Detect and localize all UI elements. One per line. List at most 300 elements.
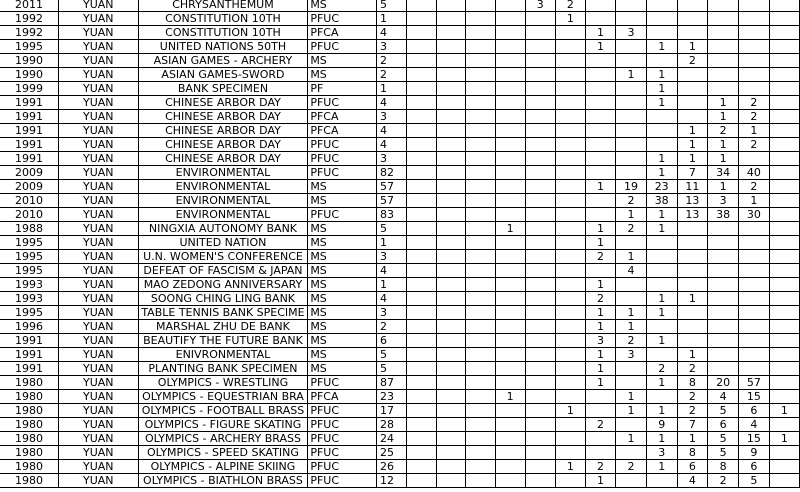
grade-count-cell[interactable]: 57 bbox=[738, 376, 769, 390]
grade-count-cell[interactable] bbox=[769, 180, 799, 194]
grade-count-cell[interactable] bbox=[436, 180, 466, 194]
grade-count-cell[interactable] bbox=[555, 376, 585, 390]
grade-count-cell[interactable] bbox=[466, 404, 496, 418]
grade-count-cell[interactable]: 1 bbox=[495, 390, 525, 404]
currency-cell[interactable]: YUAN bbox=[58, 194, 138, 208]
grade-count-cell[interactable] bbox=[555, 26, 585, 40]
quantity-cell[interactable]: 1 bbox=[376, 278, 406, 292]
grade-count-cell[interactable] bbox=[677, 320, 708, 334]
grade-count-cell[interactable] bbox=[406, 278, 436, 292]
grade-count-cell[interactable] bbox=[495, 180, 525, 194]
grade-count-cell[interactable] bbox=[466, 180, 496, 194]
grade-count-cell[interactable]: 1 bbox=[585, 320, 615, 334]
grade-count-cell[interactable] bbox=[466, 26, 496, 40]
grade-count-cell[interactable] bbox=[466, 418, 496, 432]
type-cell[interactable]: MS bbox=[308, 250, 377, 264]
grade-count-cell[interactable] bbox=[708, 250, 739, 264]
grade-count-cell[interactable] bbox=[708, 82, 739, 96]
quantity-cell[interactable]: 57 bbox=[376, 180, 406, 194]
grade-count-cell[interactable] bbox=[495, 124, 525, 138]
year-cell[interactable]: 2009 bbox=[0, 180, 58, 194]
grade-count-cell[interactable]: 20 bbox=[708, 376, 739, 390]
grade-count-cell[interactable] bbox=[406, 180, 436, 194]
grade-count-cell[interactable] bbox=[555, 40, 585, 54]
grade-count-cell[interactable] bbox=[466, 334, 496, 348]
quantity-cell[interactable]: 5 bbox=[376, 0, 406, 12]
grade-count-cell[interactable]: 1 bbox=[646, 208, 677, 222]
type-cell[interactable]: PFUC bbox=[308, 432, 377, 446]
grade-count-cell[interactable] bbox=[555, 292, 585, 306]
grade-count-cell[interactable]: 1 bbox=[677, 432, 708, 446]
table-row[interactable] bbox=[0, 40, 800, 54]
grade-count-cell[interactable] bbox=[436, 278, 466, 292]
grade-count-cell[interactable] bbox=[466, 12, 496, 26]
grade-count-cell[interactable] bbox=[406, 264, 436, 278]
grade-count-cell[interactable] bbox=[525, 68, 555, 82]
grade-count-cell[interactable] bbox=[555, 446, 585, 460]
grade-count-cell[interactable] bbox=[525, 40, 555, 54]
grade-count-cell[interactable] bbox=[466, 460, 496, 474]
grade-count-cell[interactable] bbox=[616, 418, 647, 432]
year-cell[interactable]: 1991 bbox=[0, 362, 58, 376]
table-row[interactable] bbox=[0, 390, 800, 404]
table-row[interactable] bbox=[0, 264, 800, 278]
currency-cell[interactable]: YUAN bbox=[58, 124, 138, 138]
table-row[interactable] bbox=[0, 250, 800, 264]
grade-count-cell[interactable] bbox=[769, 236, 799, 250]
type-cell[interactable]: PF bbox=[308, 82, 377, 96]
description-cell[interactable]: MARSHAL ZHU DE BANK bbox=[138, 320, 308, 334]
grade-count-cell[interactable] bbox=[555, 348, 585, 362]
grade-count-cell[interactable]: 4 bbox=[738, 418, 769, 432]
type-cell[interactable]: PFUC bbox=[308, 418, 377, 432]
table-row[interactable] bbox=[0, 278, 800, 292]
grade-count-cell[interactable] bbox=[769, 334, 799, 348]
grade-count-cell[interactable] bbox=[406, 12, 436, 26]
grade-count-cell[interactable]: 2 bbox=[738, 180, 769, 194]
grade-count-cell[interactable] bbox=[495, 152, 525, 166]
grade-count-cell[interactable]: 3 bbox=[708, 194, 739, 208]
quantity-cell[interactable]: 4 bbox=[376, 138, 406, 152]
grade-count-cell[interactable] bbox=[466, 264, 496, 278]
quantity-cell[interactable]: 12 bbox=[376, 474, 406, 488]
grade-count-cell[interactable] bbox=[495, 194, 525, 208]
description-cell[interactable]: UNITED NATION bbox=[138, 236, 308, 250]
quantity-cell[interactable]: 3 bbox=[376, 40, 406, 54]
quantity-cell[interactable]: 4 bbox=[376, 96, 406, 110]
type-cell[interactable]: PFUC bbox=[308, 404, 377, 418]
grade-count-cell[interactable] bbox=[466, 320, 496, 334]
grade-count-cell[interactable]: 3 bbox=[646, 446, 677, 460]
grade-count-cell[interactable] bbox=[406, 446, 436, 460]
description-cell[interactable]: U.N. WOMEN'S CONFERENCE bbox=[138, 250, 308, 264]
grade-count-cell[interactable] bbox=[406, 110, 436, 124]
currency-cell[interactable]: YUAN bbox=[58, 404, 138, 418]
description-cell[interactable]: ENVIRONMENTAL bbox=[138, 208, 308, 222]
type-cell[interactable]: PFUC bbox=[308, 152, 377, 166]
description-cell[interactable]: OLYMPICS - EQUESTRIAN BRA bbox=[138, 390, 308, 404]
grade-count-cell[interactable] bbox=[466, 208, 496, 222]
grade-count-cell[interactable]: 38 bbox=[646, 194, 677, 208]
grade-count-cell[interactable] bbox=[525, 26, 555, 40]
currency-cell[interactable]: YUAN bbox=[58, 138, 138, 152]
description-cell[interactable]: CHRYSANTHEMUM bbox=[138, 0, 308, 12]
description-cell[interactable]: TABLE TENNIS BANK SPECIME bbox=[138, 306, 308, 320]
grade-count-cell[interactable] bbox=[406, 40, 436, 54]
grade-count-cell[interactable] bbox=[616, 474, 647, 488]
year-cell[interactable]: 1991 bbox=[0, 138, 58, 152]
grade-count-cell[interactable] bbox=[436, 96, 466, 110]
grade-count-cell[interactable]: 1 bbox=[708, 138, 739, 152]
table-row[interactable] bbox=[0, 292, 800, 306]
grade-count-cell[interactable] bbox=[769, 320, 799, 334]
grade-count-cell[interactable] bbox=[525, 278, 555, 292]
grade-count-cell[interactable] bbox=[466, 306, 496, 320]
year-cell[interactable]: 1995 bbox=[0, 264, 58, 278]
grade-count-cell[interactable] bbox=[436, 12, 466, 26]
grade-count-cell[interactable] bbox=[708, 68, 739, 82]
grade-count-cell[interactable]: 1 bbox=[585, 40, 615, 54]
grade-count-cell[interactable] bbox=[585, 82, 615, 96]
currency-cell[interactable]: YUAN bbox=[58, 460, 138, 474]
grade-count-cell[interactable] bbox=[708, 362, 739, 376]
description-cell[interactable]: OLYMPICS - ALPINE SKIING bbox=[138, 460, 308, 474]
currency-cell[interactable]: YUAN bbox=[58, 334, 138, 348]
grade-count-cell[interactable] bbox=[406, 362, 436, 376]
quantity-cell[interactable]: 4 bbox=[376, 124, 406, 138]
year-cell[interactable]: 1993 bbox=[0, 278, 58, 292]
grade-count-cell[interactable] bbox=[406, 432, 436, 446]
grade-count-cell[interactable] bbox=[585, 68, 615, 82]
grade-count-cell[interactable] bbox=[406, 124, 436, 138]
grade-count-cell[interactable]: 1 bbox=[555, 404, 585, 418]
grade-count-cell[interactable] bbox=[525, 54, 555, 68]
grade-count-cell[interactable]: 1 bbox=[646, 460, 677, 474]
grade-count-cell[interactable]: 1 bbox=[646, 152, 677, 166]
quantity-cell[interactable]: 17 bbox=[376, 404, 406, 418]
grade-count-cell[interactable] bbox=[738, 264, 769, 278]
type-cell[interactable]: PFUC bbox=[308, 12, 377, 26]
grade-count-cell[interactable] bbox=[738, 40, 769, 54]
grade-count-cell[interactable] bbox=[436, 152, 466, 166]
grade-count-cell[interactable] bbox=[525, 320, 555, 334]
grade-count-cell[interactable] bbox=[555, 194, 585, 208]
currency-cell[interactable]: YUAN bbox=[58, 250, 138, 264]
table-row[interactable] bbox=[0, 460, 800, 474]
quantity-cell[interactable]: 3 bbox=[376, 306, 406, 320]
table-row[interactable] bbox=[0, 152, 800, 166]
grade-count-cell[interactable] bbox=[436, 82, 466, 96]
year-cell[interactable]: 1991 bbox=[0, 110, 58, 124]
grade-count-cell[interactable] bbox=[466, 124, 496, 138]
grade-count-cell[interactable] bbox=[585, 390, 615, 404]
grade-count-cell[interactable] bbox=[466, 194, 496, 208]
grade-count-cell[interactable] bbox=[436, 124, 466, 138]
grade-count-cell[interactable]: 1 bbox=[646, 166, 677, 180]
grade-count-cell[interactable]: 13 bbox=[677, 194, 708, 208]
year-cell[interactable]: 1980 bbox=[0, 474, 58, 488]
grade-count-cell[interactable] bbox=[646, 474, 677, 488]
description-cell[interactable]: CHINESE ARBOR DAY bbox=[138, 138, 308, 152]
grade-count-cell[interactable] bbox=[738, 12, 769, 26]
grade-count-cell[interactable]: 1 bbox=[677, 292, 708, 306]
type-cell[interactable]: MS bbox=[308, 292, 377, 306]
grade-count-cell[interactable] bbox=[466, 82, 496, 96]
grade-count-cell[interactable] bbox=[406, 26, 436, 40]
grade-count-cell[interactable] bbox=[738, 82, 769, 96]
grade-count-cell[interactable] bbox=[555, 138, 585, 152]
grade-count-cell[interactable] bbox=[466, 292, 496, 306]
currency-cell[interactable]: YUAN bbox=[58, 96, 138, 110]
grade-count-cell[interactable]: 1 bbox=[708, 110, 739, 124]
grade-count-cell[interactable]: 1 bbox=[585, 306, 615, 320]
table-row[interactable] bbox=[0, 0, 800, 12]
currency-cell[interactable]: YUAN bbox=[58, 0, 138, 12]
year-cell[interactable]: 1995 bbox=[0, 250, 58, 264]
grade-count-cell[interactable] bbox=[495, 236, 525, 250]
type-cell[interactable]: PFCA bbox=[308, 26, 377, 40]
description-cell[interactable]: CHINESE ARBOR DAY bbox=[138, 96, 308, 110]
grade-count-cell[interactable] bbox=[495, 26, 525, 40]
grade-count-cell[interactable]: 1 bbox=[616, 208, 647, 222]
grade-count-cell[interactable] bbox=[525, 250, 555, 264]
table-row[interactable] bbox=[0, 474, 800, 488]
grade-count-cell[interactable] bbox=[616, 110, 647, 124]
description-cell[interactable]: DEFEAT OF FASCISM & JAPAN bbox=[138, 264, 308, 278]
description-cell[interactable]: BANK SPECIMEN bbox=[138, 82, 308, 96]
grade-count-cell[interactable] bbox=[616, 82, 647, 96]
grade-count-cell[interactable] bbox=[646, 236, 677, 250]
description-cell[interactable]: OLYMPICS - FIGURE SKATING bbox=[138, 418, 308, 432]
grade-count-cell[interactable] bbox=[406, 418, 436, 432]
table-row[interactable] bbox=[0, 194, 800, 208]
grade-count-cell[interactable]: 9 bbox=[646, 418, 677, 432]
year-cell[interactable]: 2009 bbox=[0, 166, 58, 180]
table-row[interactable] bbox=[0, 96, 800, 110]
currency-cell[interactable]: YUAN bbox=[58, 376, 138, 390]
table-row[interactable] bbox=[0, 180, 800, 194]
grade-count-cell[interactable] bbox=[585, 166, 615, 180]
grade-count-cell[interactable] bbox=[769, 96, 799, 110]
grade-count-cell[interactable] bbox=[769, 124, 799, 138]
grade-count-cell[interactable] bbox=[436, 208, 466, 222]
type-cell[interactable]: MS bbox=[308, 348, 377, 362]
grade-count-cell[interactable] bbox=[466, 166, 496, 180]
table-row[interactable] bbox=[0, 12, 800, 26]
grade-count-cell[interactable] bbox=[708, 222, 739, 236]
grade-count-cell[interactable] bbox=[466, 376, 496, 390]
year-cell[interactable]: 1990 bbox=[0, 54, 58, 68]
grade-count-cell[interactable] bbox=[616, 40, 647, 54]
grade-count-cell[interactable]: 2 bbox=[738, 138, 769, 152]
quantity-cell[interactable]: 24 bbox=[376, 432, 406, 446]
quantity-cell[interactable]: 25 bbox=[376, 446, 406, 460]
quantity-cell[interactable]: 26 bbox=[376, 460, 406, 474]
year-cell[interactable]: 1980 bbox=[0, 404, 58, 418]
grade-count-cell[interactable] bbox=[525, 82, 555, 96]
grade-count-cell[interactable] bbox=[646, 26, 677, 40]
currency-cell[interactable]: YUAN bbox=[58, 82, 138, 96]
quantity-cell[interactable]: 2 bbox=[376, 54, 406, 68]
grade-count-cell[interactable] bbox=[525, 306, 555, 320]
grade-count-cell[interactable] bbox=[769, 222, 799, 236]
grade-count-cell[interactable] bbox=[616, 362, 647, 376]
grade-count-cell[interactable]: 1 bbox=[616, 68, 647, 82]
grade-count-cell[interactable] bbox=[677, 96, 708, 110]
table-row[interactable] bbox=[0, 320, 800, 334]
grade-count-cell[interactable] bbox=[555, 54, 585, 68]
type-cell[interactable]: PFUC bbox=[308, 208, 377, 222]
grade-count-cell[interactable]: 2 bbox=[677, 54, 708, 68]
table-row[interactable] bbox=[0, 208, 800, 222]
type-cell[interactable]: PFUC bbox=[308, 376, 377, 390]
type-cell[interactable]: PFCA bbox=[308, 390, 377, 404]
grade-count-cell[interactable] bbox=[708, 40, 739, 54]
grade-count-cell[interactable]: 2 bbox=[616, 334, 647, 348]
grade-count-cell[interactable]: 3 bbox=[585, 334, 615, 348]
grade-count-cell[interactable] bbox=[495, 376, 525, 390]
grade-count-cell[interactable] bbox=[585, 138, 615, 152]
currency-cell[interactable]: YUAN bbox=[58, 278, 138, 292]
grade-count-cell[interactable] bbox=[769, 0, 799, 12]
grade-count-cell[interactable]: 1 bbox=[616, 390, 647, 404]
grade-count-cell[interactable] bbox=[466, 446, 496, 460]
grade-count-cell[interactable] bbox=[495, 432, 525, 446]
type-cell[interactable]: PFUC bbox=[308, 138, 377, 152]
currency-cell[interactable]: YUAN bbox=[58, 26, 138, 40]
grade-count-cell[interactable] bbox=[769, 474, 799, 488]
description-cell[interactable]: ENVIRONMENTAL bbox=[138, 166, 308, 180]
grade-count-cell[interactable] bbox=[525, 418, 555, 432]
description-cell[interactable]: CHINESE ARBOR DAY bbox=[138, 124, 308, 138]
grade-count-cell[interactable] bbox=[585, 404, 615, 418]
type-cell[interactable]: MS bbox=[308, 362, 377, 376]
grade-count-cell[interactable] bbox=[495, 418, 525, 432]
grade-count-cell[interactable] bbox=[555, 250, 585, 264]
grade-count-cell[interactable] bbox=[646, 348, 677, 362]
grade-count-cell[interactable]: 2 bbox=[585, 460, 615, 474]
grade-count-cell[interactable] bbox=[466, 250, 496, 264]
table-row[interactable] bbox=[0, 26, 800, 40]
grade-count-cell[interactable]: 1 bbox=[677, 138, 708, 152]
grade-count-cell[interactable] bbox=[738, 348, 769, 362]
grade-count-cell[interactable] bbox=[436, 40, 466, 54]
grade-count-cell[interactable]: 5 bbox=[708, 432, 739, 446]
grade-count-cell[interactable] bbox=[585, 446, 615, 460]
grade-count-cell[interactable] bbox=[525, 194, 555, 208]
type-cell[interactable]: PFCA bbox=[308, 124, 377, 138]
grade-count-cell[interactable] bbox=[525, 460, 555, 474]
grade-count-cell[interactable]: 1 bbox=[708, 152, 739, 166]
grade-count-cell[interactable] bbox=[616, 166, 647, 180]
grade-count-cell[interactable] bbox=[708, 12, 739, 26]
grade-count-cell[interactable]: 3 bbox=[616, 26, 647, 40]
grade-count-cell[interactable] bbox=[495, 68, 525, 82]
grade-count-cell[interactable] bbox=[466, 222, 496, 236]
grade-count-cell[interactable]: 34 bbox=[708, 166, 739, 180]
currency-cell[interactable]: YUAN bbox=[58, 362, 138, 376]
grade-count-cell[interactable] bbox=[436, 306, 466, 320]
grade-count-cell[interactable] bbox=[616, 152, 647, 166]
grade-count-cell[interactable]: 1 bbox=[585, 376, 615, 390]
grade-count-cell[interactable]: 1 bbox=[646, 68, 677, 82]
grade-count-cell[interactable]: 1 bbox=[585, 278, 615, 292]
year-cell[interactable]: 1991 bbox=[0, 124, 58, 138]
description-cell[interactable]: SOONG CHING LING BANK bbox=[138, 292, 308, 306]
grade-count-cell[interactable] bbox=[646, 124, 677, 138]
grade-count-cell[interactable] bbox=[769, 446, 799, 460]
grade-count-cell[interactable] bbox=[466, 474, 496, 488]
grade-count-cell[interactable] bbox=[708, 320, 739, 334]
grade-count-cell[interactable] bbox=[585, 54, 615, 68]
grade-count-cell[interactable]: 1 bbox=[677, 124, 708, 138]
grade-count-cell[interactable] bbox=[769, 166, 799, 180]
grade-count-cell[interactable] bbox=[436, 250, 466, 264]
description-cell[interactable]: MAO ZEDONG ANNIVERSARY bbox=[138, 278, 308, 292]
table-row[interactable] bbox=[0, 376, 800, 390]
grade-count-cell[interactable] bbox=[495, 250, 525, 264]
quantity-cell[interactable]: 57 bbox=[376, 194, 406, 208]
currency-cell[interactable]: YUAN bbox=[58, 390, 138, 404]
grade-count-cell[interactable] bbox=[555, 236, 585, 250]
grade-count-cell[interactable] bbox=[436, 390, 466, 404]
description-cell[interactable]: BEAUTIFY THE FUTURE BANK bbox=[138, 334, 308, 348]
quantity-cell[interactable]: 87 bbox=[376, 376, 406, 390]
grade-count-cell[interactable] bbox=[525, 264, 555, 278]
grade-count-cell[interactable] bbox=[406, 306, 436, 320]
grade-count-cell[interactable] bbox=[406, 474, 436, 488]
currency-cell[interactable]: YUAN bbox=[58, 306, 138, 320]
grade-count-cell[interactable] bbox=[585, 110, 615, 124]
grade-count-cell[interactable]: 1 bbox=[646, 404, 677, 418]
table-row[interactable] bbox=[0, 418, 800, 432]
currency-cell[interactable]: YUAN bbox=[58, 68, 138, 82]
grade-count-cell[interactable] bbox=[495, 12, 525, 26]
type-cell[interactable]: MS bbox=[308, 236, 377, 250]
year-cell[interactable]: 1980 bbox=[0, 446, 58, 460]
grade-count-cell[interactable]: 1 bbox=[769, 404, 799, 418]
grade-count-cell[interactable]: 1 bbox=[738, 194, 769, 208]
grade-count-cell[interactable] bbox=[555, 68, 585, 82]
grade-count-cell[interactable] bbox=[555, 306, 585, 320]
quantity-cell[interactable]: 23 bbox=[376, 390, 406, 404]
grade-count-cell[interactable] bbox=[495, 320, 525, 334]
grade-count-cell[interactable] bbox=[495, 110, 525, 124]
description-cell[interactable]: ENVIRONMENTAL bbox=[138, 180, 308, 194]
grade-count-cell[interactable] bbox=[769, 292, 799, 306]
grade-count-cell[interactable] bbox=[769, 40, 799, 54]
grade-count-cell[interactable] bbox=[406, 54, 436, 68]
type-cell[interactable]: MS bbox=[308, 54, 377, 68]
grade-count-cell[interactable]: 6 bbox=[677, 460, 708, 474]
year-cell[interactable]: 1992 bbox=[0, 12, 58, 26]
type-cell[interactable]: MS bbox=[308, 222, 377, 236]
grade-count-cell[interactable]: 5 bbox=[708, 404, 739, 418]
grade-count-cell[interactable]: 8 bbox=[708, 460, 739, 474]
currency-cell[interactable]: YUAN bbox=[58, 432, 138, 446]
grade-count-cell[interactable] bbox=[495, 334, 525, 348]
grade-count-cell[interactable] bbox=[555, 152, 585, 166]
grade-count-cell[interactable] bbox=[406, 376, 436, 390]
description-cell[interactable]: OLYMPICS - ARCHERY BRASS bbox=[138, 432, 308, 446]
quantity-cell[interactable]: 5 bbox=[376, 222, 406, 236]
grade-count-cell[interactable] bbox=[525, 362, 555, 376]
grade-count-cell[interactable]: 1 bbox=[555, 12, 585, 26]
grade-count-cell[interactable] bbox=[585, 12, 615, 26]
grade-count-cell[interactable]: 2 bbox=[738, 110, 769, 124]
grade-count-cell[interactable]: 1 bbox=[585, 362, 615, 376]
grade-count-cell[interactable]: 2 bbox=[585, 292, 615, 306]
